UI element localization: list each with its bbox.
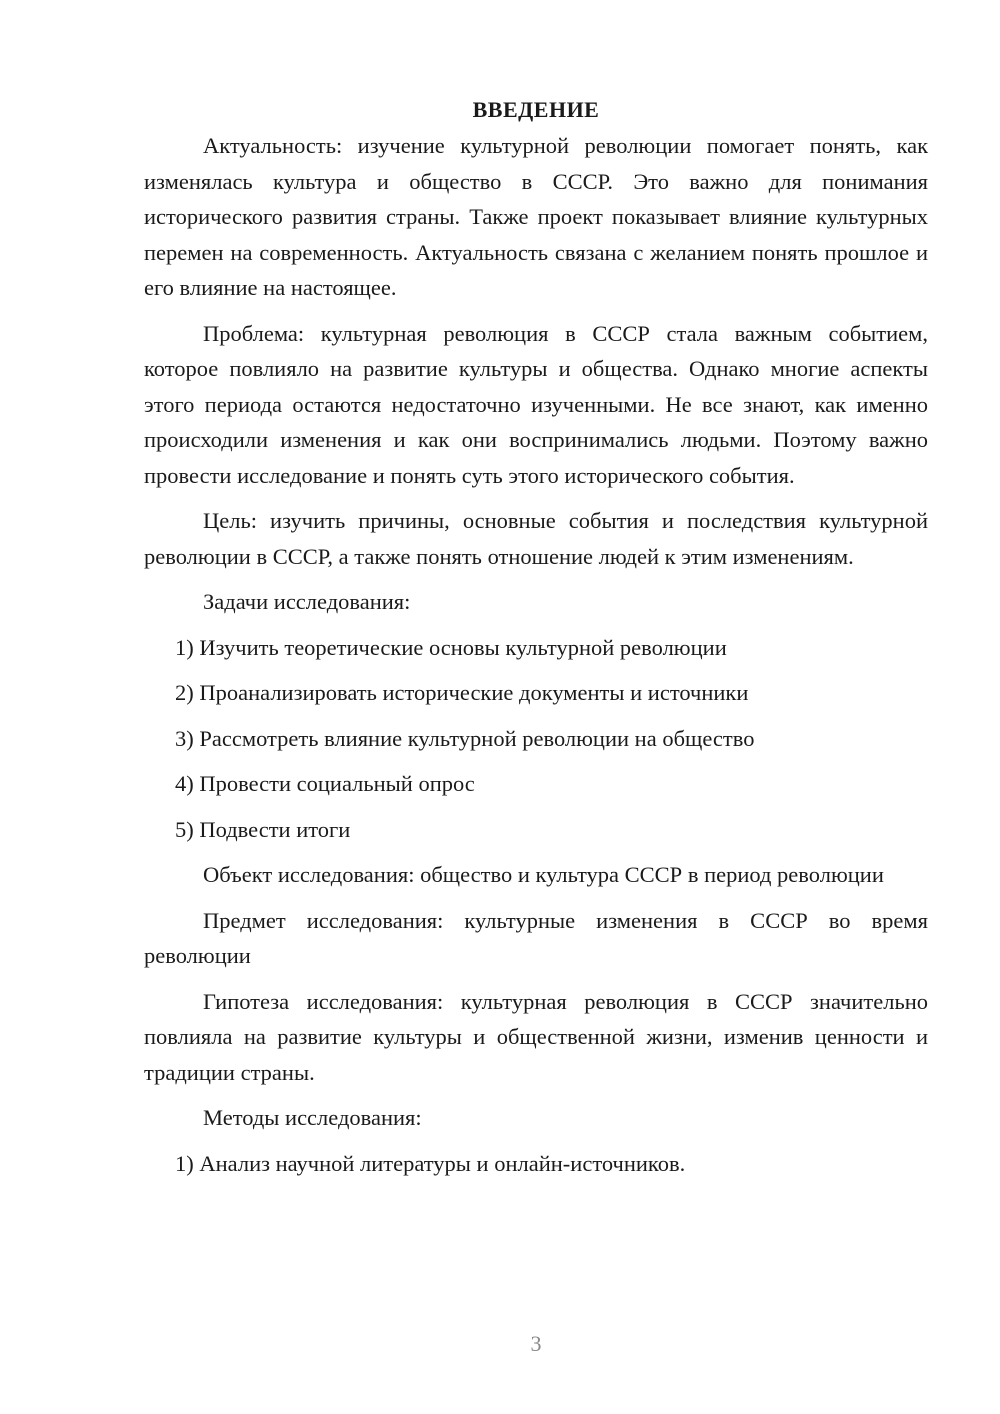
tasks-label: Задачи исследования: [203,589,411,614]
method-item: 1) Анализ научной литературы и онлайн-источников. [175,1150,686,1176]
task-item: 2) Проанализировать исторические документы и источники [175,680,749,705]
goal-paragraph: Цель: изучить причины, основные события и последствия культурной революции в СССР, а также понять отношение людей к этим изменениям. [144,508,928,569]
methods-label: Методы исследования: [203,1105,422,1130]
task-item: 1) Изучить теоретические основы культурной революции [175,634,727,660]
page-content [144,92,928,1191]
problem-paragraph: Проблема: культурная революция в СССР стала важным событием, которое повлияло на развитие культуры и общества. Однако многие аспекты этого периода остаются недостаточно изученными. Не все знают, как именно происходили изменения и как они воспринимались людьми. Поэтому важно провести исследование и понять суть этого исторического события. [144,320,928,488]
object-paragraph: Объект исследования: общество и культура СССР в период революции [203,862,884,887]
relevance-paragraph: Актуальность: изучение культурной революции помогает понять, как изменялась культура и общество в СССР. Это важно для понимания исторического развития страны. Также проект показывает влияние культурных перемен на современность. Актуальность связана с желанием понять прошлое и его влияние на настоящее. [144,133,928,300]
subject-paragraph: Предмет исследования: культурные изменения в СССР во время революции [144,907,928,968]
task-item: 5) Подвести итоги [175,816,351,842]
page-number: 3 [530,1331,542,1356]
page-title: ВВЕДЕНИЕ [472,97,600,122]
hypothesis-paragraph: Гипотеза исследования: культурная революция в СССР значительно повлияла на развитие культуры и общественной жизни, изменив ценности и традиции страны. [144,988,928,1085]
task-item: 4) Провести социальный опрос [175,771,475,796]
task-item: 3) Рассмотреть влияние культурной революции на общество [175,725,755,751]
